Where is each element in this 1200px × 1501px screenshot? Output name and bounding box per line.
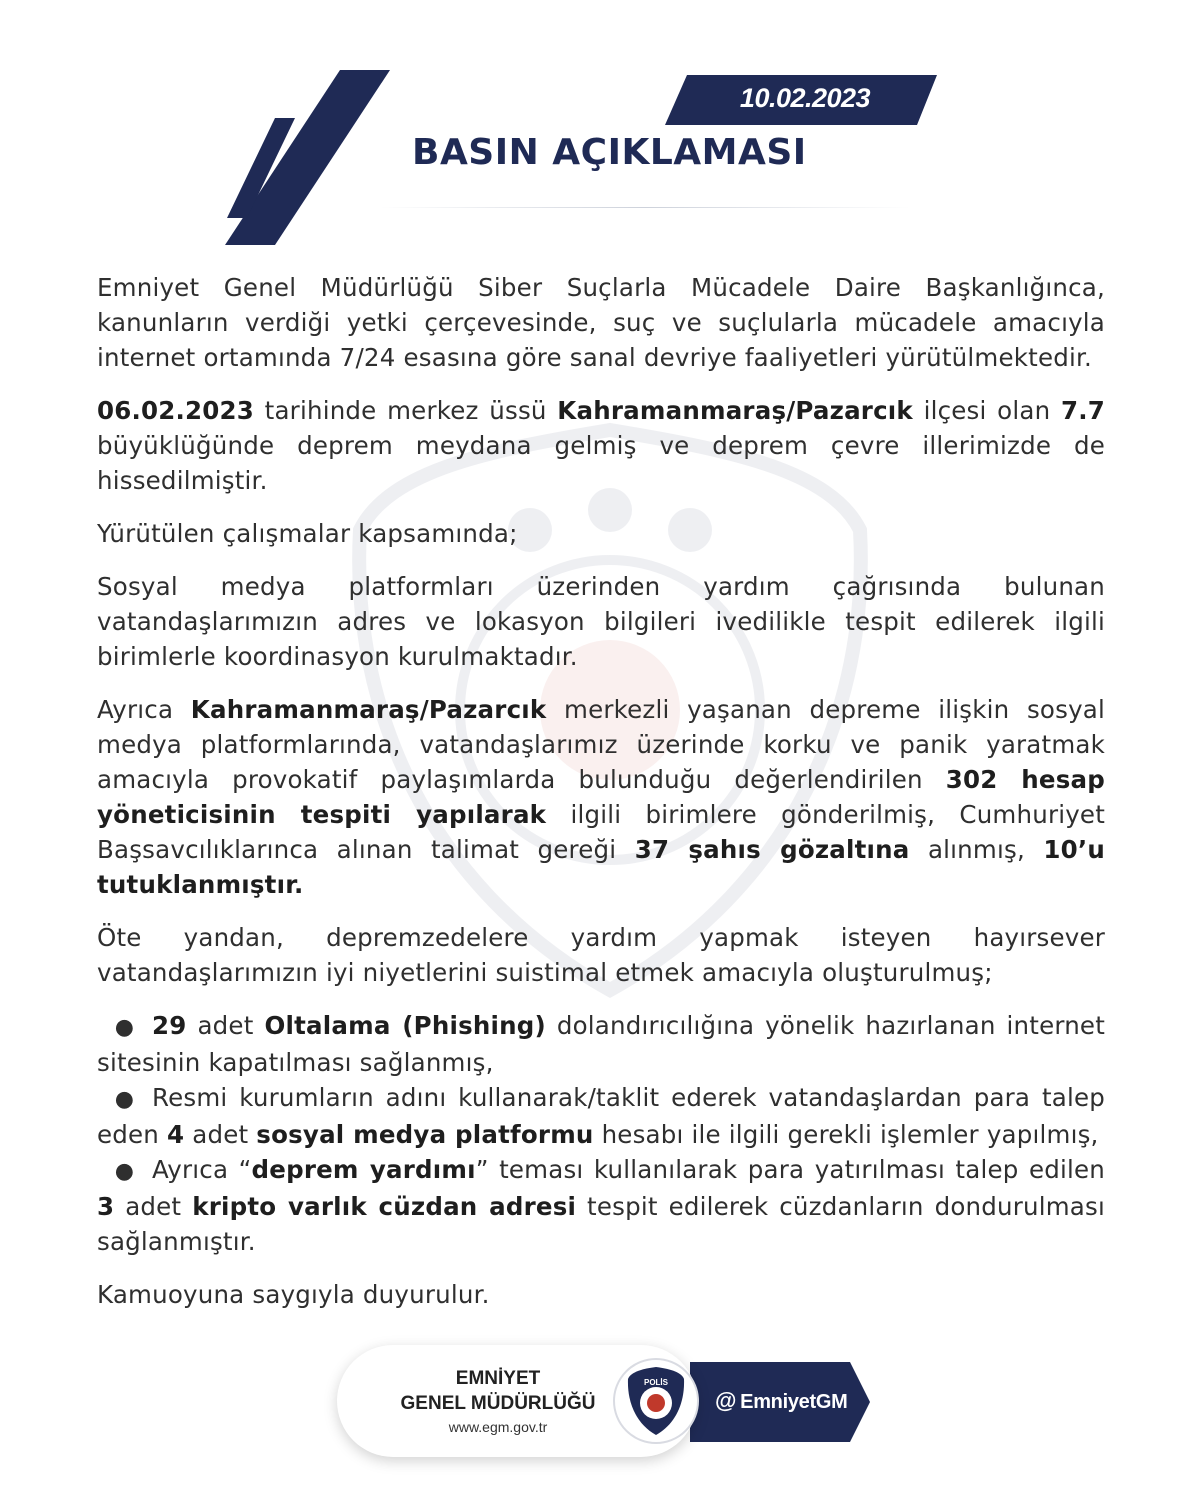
epicenter-location: Kahramanmaraş/Pazarcık <box>557 396 913 425</box>
accounts-identified: 302 hesap yöneticisinin tespiti yapılarak <box>97 765 1105 829</box>
bullet-icon: ● <box>114 1087 135 1112</box>
footer-org-line2: GENEL MÜDÜRLÜĞÜ <box>400 1393 596 1414</box>
social-handle[interactable]: @ EmniyetGM <box>715 1388 848 1413</box>
bullet-icon: ● <box>114 1015 135 1040</box>
paragraph-closing: Kamuoyuna saygıyla duyurulur. <box>97 1280 490 1309</box>
page-title: BASIN AÇIKLAMASI <box>412 132 807 173</box>
list-item: ● 29 adet Oltalama (Phishing) dolandırıcılığına yönelik hazırlanan internet sitesinin kapatılması sağlanmış, <box>97 1011 1105 1077</box>
earthquake-date: 06.02.2023 <box>97 396 254 425</box>
press-release-body <box>97 270 1105 1330</box>
persons-detained: 37 şahıs gözaltına <box>634 835 910 864</box>
at-icon: @ <box>715 1388 737 1413</box>
paragraph-earthquake: 06.02.2023 tarihinde merkez üssü Kahramanmaraş/Pazarcık ilçesi olan 7.7 büyüklüğünde deprem meydana gelmiş ve deprem çevre illerimizde de hissedilmiştir. <box>97 396 1105 495</box>
paragraph-provocative-accounts: Ayrıca Kahramanmaraş/Pazarcık merkezli yaşanan depreme ilişkin sosyal medya platformlarında, vatandaşlarımız üzerinde korku ve panik yaratmak amacıyla provokatif paylaşımlarda bulunduğu değerlendirilen 302 hesap yöneticisinin tespiti yapılarak ilgili birimlere gönderilmiş, Cumhuriyet Başsavcılıklarınca alınan talimat gereği 37 şahıs gözaltına alınmış, 10’u tutuklanmıştır. <box>97 695 1105 899</box>
paragraph-coordination: Sosyal medya platformları üzerinden yardım çağrısında bulunan vatandaşlarımızın adres ve lokasyon bilgileri ivedilikle tespit edilerek ilgili birimlerle koordinasyon kurulmaktadır. <box>97 572 1105 671</box>
footer-website-link[interactable]: www.egm.gov.tr <box>448 1419 548 1435</box>
bullet-icon: ● <box>114 1159 135 1184</box>
earthquake-magnitude: 7.7 <box>1060 396 1105 425</box>
press-date: 10.02.2023 <box>739 83 871 113</box>
paragraph-scope: Yürütülen çalışmalar kapsamında; <box>97 519 518 548</box>
header-slash-decoration <box>225 70 395 245</box>
footer-org-line1: EMNİYET <box>455 1368 541 1389</box>
persons-arrested: 10’u tutuklanmıştır. <box>97 835 1105 899</box>
paragraph-fraud-intro: Öte yandan, depremzedelere yardım yapmak isteyen hayırsever vatandaşlarımızın iyi niyetlerini suistimal etmek amacıyla oluşturulmuş; <box>97 923 1105 987</box>
fraud-measures-list <box>97 1008 1105 1259</box>
header-divider <box>380 207 910 208</box>
paragraph-intro: Emniyet Genel Müdürlüğü Siber Suçlarla Mücadele Daire Başkanlığınca, kanunların verdiği yetki çerçevesinde, suç ve suçlularla mücadele amacıyla internet ortamında 7/24 esasına göre sanal devriye faaliyetleri yürütülmektedir. <box>97 273 1105 372</box>
police-badge-logo <box>612 1357 700 1445</box>
list-item: ● Resmi kurumların adını kullanarak/taklit ederek vatandaşlardan para talep eden 4 adet sosyal medya platformu hesabı ile ilgili gerekli işlemler yapılmış, <box>97 1083 1105 1149</box>
svg-text:POLİS: POLİS <box>643 1378 669 1387</box>
list-item: ● Ayrıca “deprem yardımı” teması kullanılarak para yatırılması talep edilen 3 adet kripto varlık cüzdan adresi tespit edilerek cüzdanların dondurulması sağlanmıştır. <box>97 1155 1105 1256</box>
